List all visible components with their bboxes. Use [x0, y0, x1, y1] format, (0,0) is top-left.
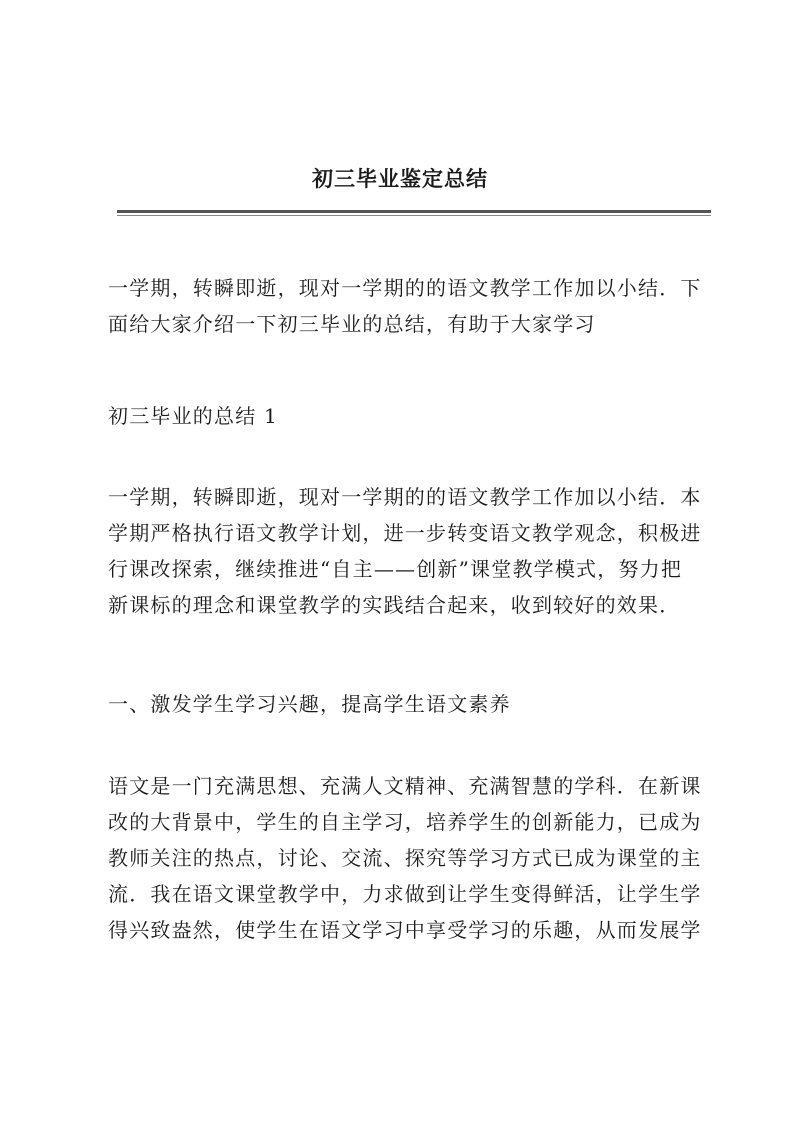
title-divider-thick: [117, 210, 711, 213]
summary-subtitle: 初三毕业的总结 1: [108, 404, 278, 428]
section-heading-1: 一、激发学生学习兴趣，提高学生语文素养: [108, 692, 511, 716]
body-paragraph-1: 一学期，转瞬即逝，现对一学期的的语文教学工作加以小结．本 学期严格执行语文教学计划，进一步转变语文教学观念，积极进 行课改探索，继续推进“自主——创新”课堂教学模式，努力把 新课标的理念和课堂教学的实践结合起来，收到较好的效果．: [108, 485, 702, 617]
title-divider-thin: [117, 215, 711, 216]
intro-paragraph: 一学期，转瞬即逝，现对一学期的的语文教学工作加以小结．下 面给大家介绍一下初三毕业的总结，有助于大家学习: [108, 276, 702, 336]
document-title: 初三毕业鉴定总结: [312, 166, 488, 191]
body-paragraph-2: 语文是一门充满思想、充满人文精神、充满智慧的学科．在新课 改的大背景中，学生的自主学习，培养学生的创新能力，已成为 教师关注的热点，讨论、交流、探究等学习方式已成为课堂的主 流．我在语文课堂教学中，力求做到让学生变得鲜活，让学生学 得兴致盎然，使学生在语文学习中享受学习的乐趣，从而发展学: [108, 774, 702, 942]
